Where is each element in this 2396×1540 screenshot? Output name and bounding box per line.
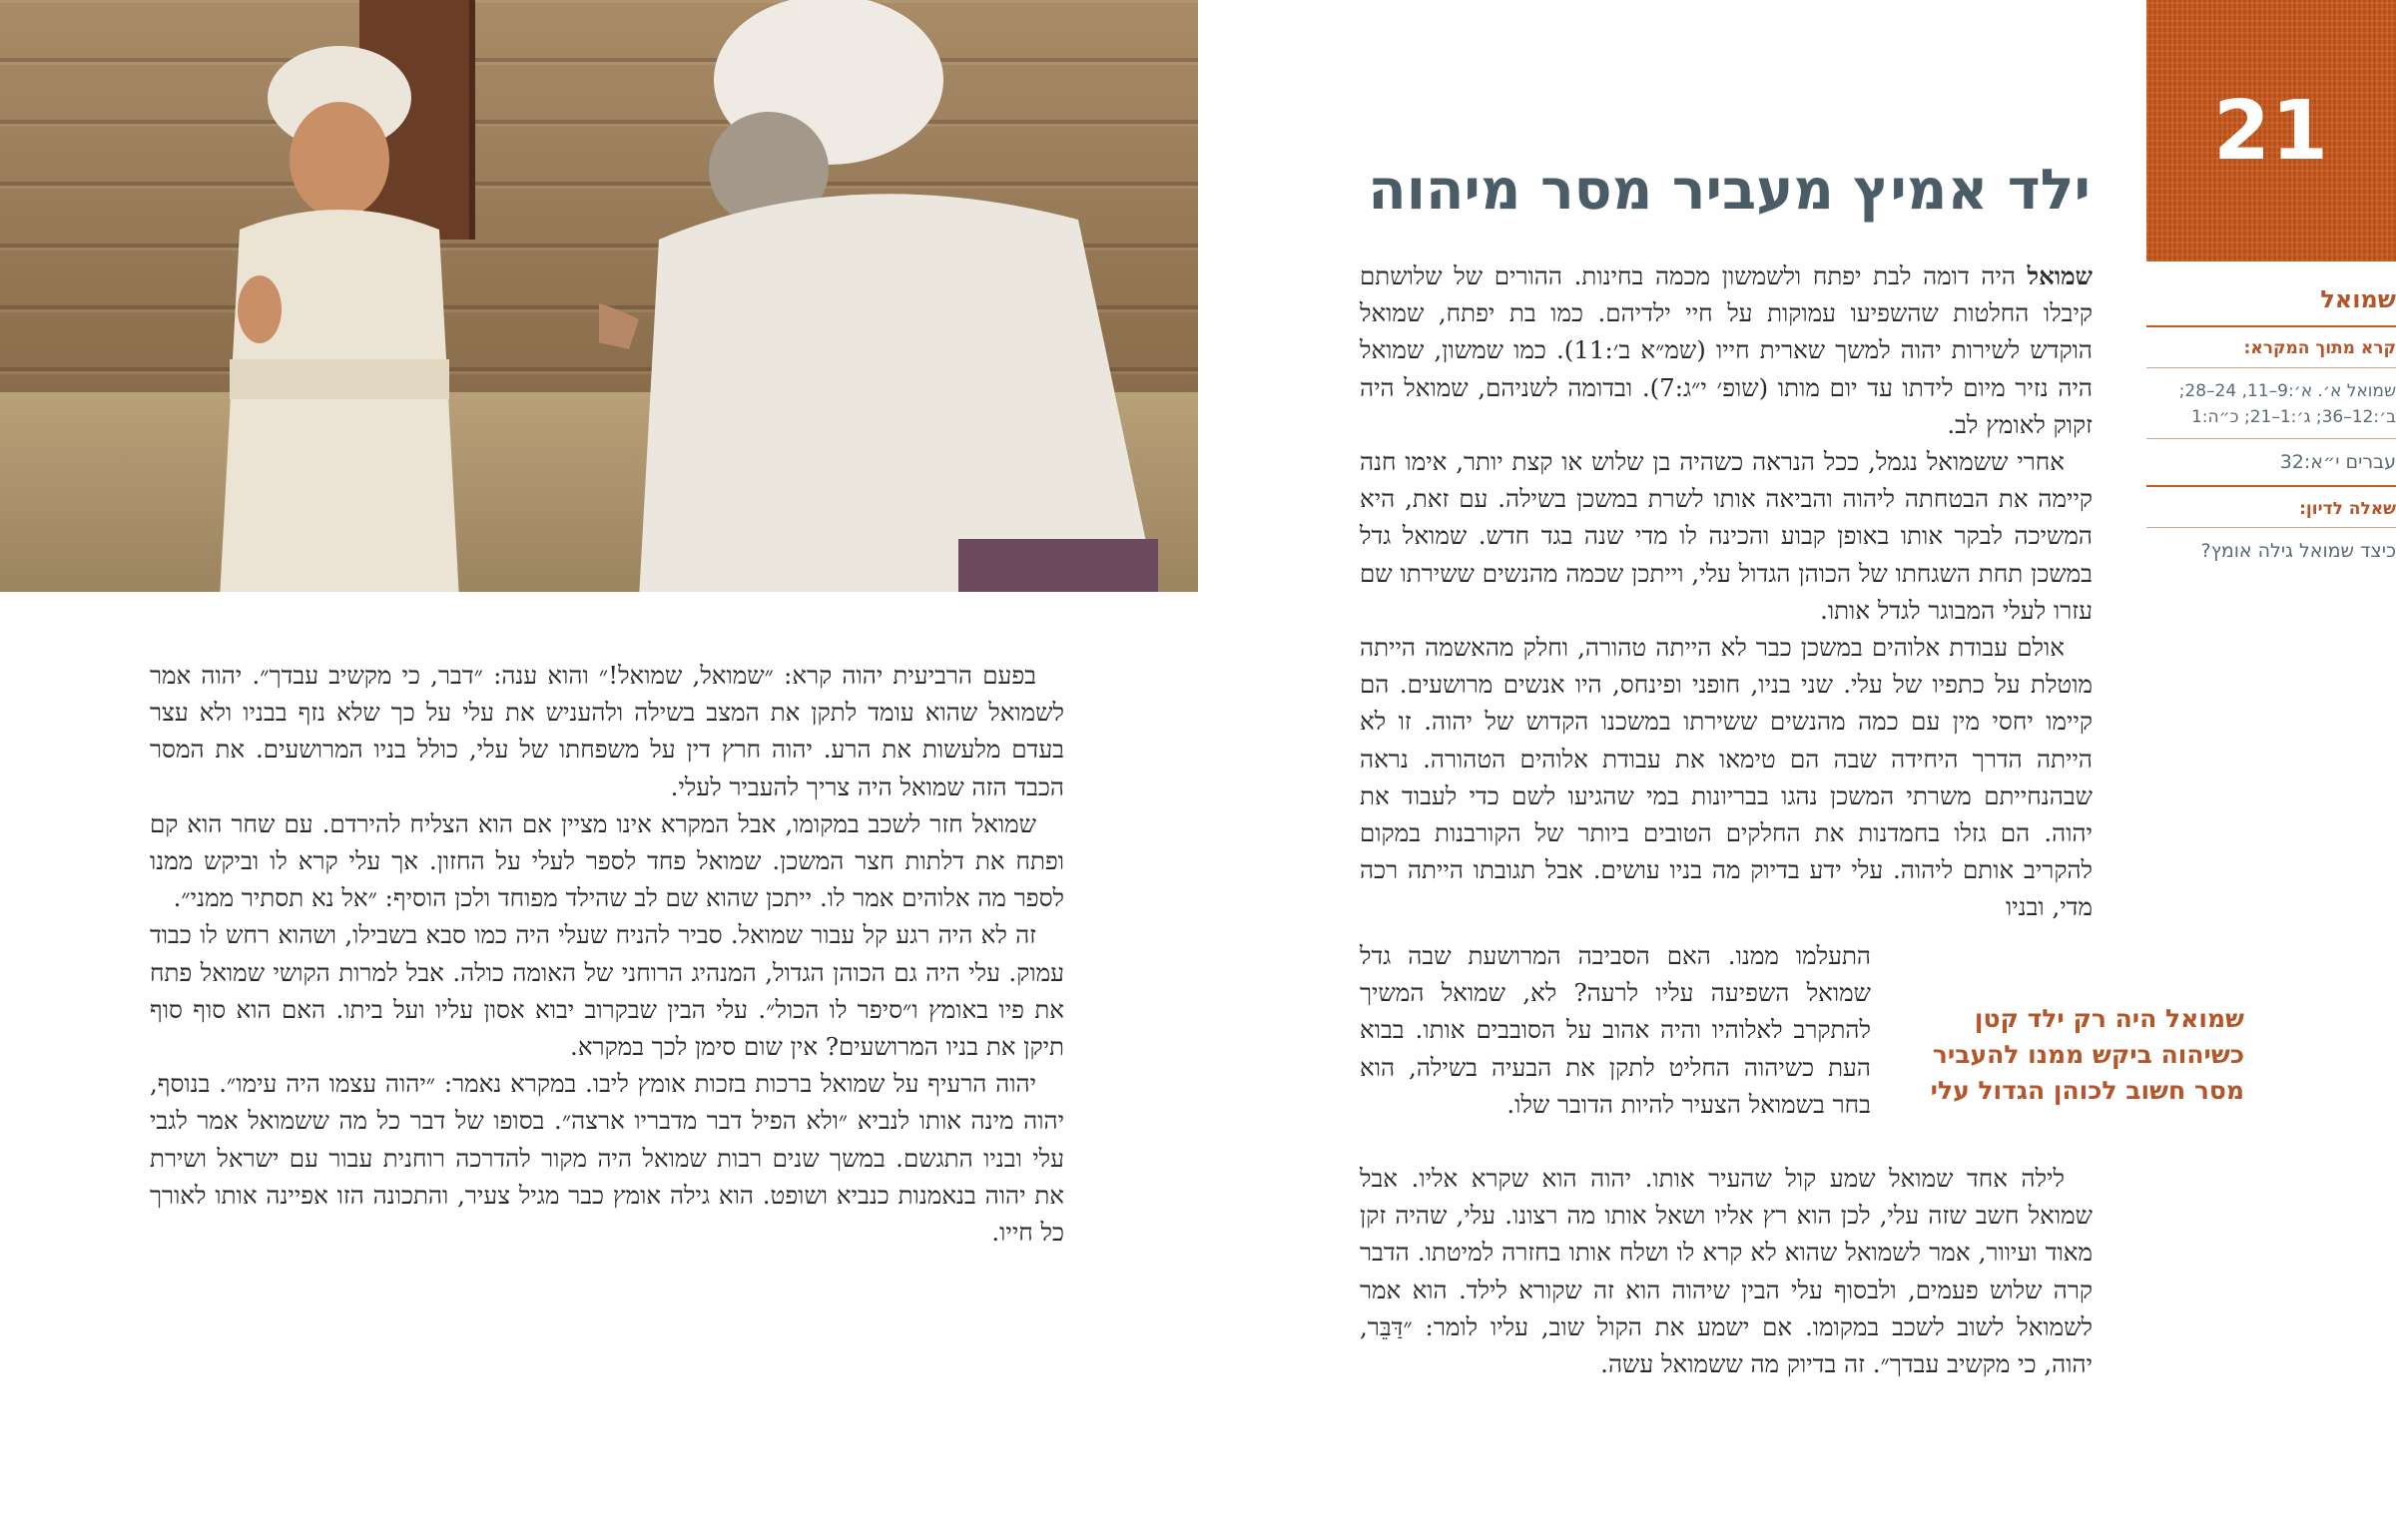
paragraph — [1360, 257, 2093, 443]
paragraph: אולם עבודת אלוהים במשכן כבר לא הייתה טהורה, וחלק מהאשמה הייתה מוטלת על כתפיו של עלי. שני בניו, חופני ופינחס, היו אנשים מרושעים. הם קיימו יחסי מין עם כמה מהנשים ששירתו במשכנו הקדוש של יהוה. זו לא הייתה הדרך היחידה שבה הם טימאו את עבודת אלוהים הטהורה. נראה שבהנחייתם משרתי המשכן נהגו בבריונות במי שהגיעו לשם כדי לעבוד את יהוה. הם גזלו בחמדנות את החלקים הטובים ביותר של הקורבנות במקום להקריב אותם ליהוה. עלי ידע בדיוק מה בניו עושים. אבל תגובתו הייתה רכה מדי, ובניו — [1360, 633, 2093, 922]
chapter-tab — [2146, 0, 2396, 261]
eli-figure — [599, 0, 1158, 592]
paragraph-text: היה דומה לבת יפתח ולשמשון מכמה בחינות. ההורים של שלושתם קיבלו החלטות שהשפיעו עמוקות על חיי ילדיהם. כמו בת יפתח, שמואל הוקדש לשירות יהוה למשך שארית חייו (שמ״א ב׳:11). כמו שמשון, שמואל היה נזיר מיום לידתו עד יום מותו (שופ׳ י״ג:7). ובדומה לשניהם, שמואל היה זקוק לאומץ לב. — [1360, 261, 2094, 439]
sidebar-scripture-refs-2: עברים י״א:32 — [2146, 439, 2396, 487]
right-column-wrap — [1360, 937, 1871, 1123]
paragraph: בפעם הרביעית יהוה קרא: ״שמואל, שמואל!״ והוא ענה: ״דבר, כי מקשיב עבדך״. יהוה אמר לשמואל שהוא עומד לתקן את המצב בשילה ולהעניש את עלי על כך שלא נזף בבניו ולא עצר בעדם מלעשות את הרע. יהוה חרץ דין על משפחתו של עלי, כולל בניו המרושעים. את המסר הכבד הזה שמואל היה צריך להעביר לעלי. — [150, 661, 1064, 801]
paragraph: אחרי ששמואל נגמל, ככל הנראה כשהיה בן שלוש או קצת יותר, אימו חנה קיימה את הבטחתה ליהוה והביאה אותו לשרת במשכן בשילה. עם זאת, היא המשיכה לבקר אותו באופן קבוע והכינה לו מדי שנה בגד חדש. שמואל גדל במשכן תחת השגחתו של הכוהן הגדול עלי, וייתכן שכמה מהנשים ששירתו שם עזרו לעלי המבוגר לגדל אותו. — [1360, 447, 2093, 625]
sidebar-question-label: שאלה לדיון: — [2146, 487, 2396, 528]
boy-figure — [200, 40, 479, 592]
illustration-samuel-and-eli — [0, 0, 1198, 592]
left-column — [150, 657, 1064, 1251]
sidebar-read-label: קרא מתוך המקרא: — [2146, 327, 2396, 368]
right-column-top — [1360, 257, 2093, 926]
sidebar-subject: שמואל — [2146, 285, 2396, 327]
chapter-number: 21 — [2212, 83, 2330, 179]
paragraph: לילה אחד שמואל שמע קול שהעיר אותו. יהוה הוא שקרא אליו. אבל שמואל חשב שזה עלי, לכן הוא רץ אליו ושאל אותו מה רצונו. עלי, שהיה זקן מאוד ועיוור, אמר לשמואל שהוא לא קרא לו ושלח אותו בחזרה למיטתו. הדבר קרה שלוש פעמים, ולבסוף עלי הבין שיהוה הוא זה שקורא לילד. הוא אמר לשמואל לשוב לשכב במקומו. אם ישמע את הקול שוב, עליו לומר: ״דַּבֵּר, יהוה, כי מקשיב עבדך״. זה בדיוק מה ששמואל עשה. — [1360, 1164, 2093, 1379]
paragraph: התעלמו ממנו. האם הסביבה המרושעת שבה גדל שמואל השפיעה עליו לרעה? לא, שמואל המשיך להתקרב לאלוהיו והיה אהוב על הסובבים אותו. בבוא העת כשיהוה החליט לתקן את הבעיה בשילה, הוא בחר בשמואל הצעיר להיות הדובר שלו. — [1360, 941, 1871, 1119]
lead-word: שמואל — [2027, 261, 2093, 290]
chapter-title: ילד אמיץ מעביר מסר מיהוה — [1368, 158, 2091, 223]
paragraph: זה לא היה רגע קל עבור שמואל. סביר להניח שעלי היה כמו סבא בשבילו, ושהוא רחש לו כבוד עמוק. עלי היה גם הכוהן הגדול, המנהיג הרוחני של האומה כולה. אבל למרות הקושי שמואל פתח את פיו באומץ ו״סיפר לו הכול״. עלי הבין שבקרוב יבוא אסון עליו ועל ביתו. האם הוא סוף סוף תיקן את בניו המרושעים? אין שום סימן לכך במקרא. — [150, 920, 1064, 1062]
paragraph: שמואל חזר לשכב במקומו, אבל המקרא אינו מציין אם הוא הצליח להירדם. עם שחר הוא קם ופתח את דלתות חצר המשכן. שמואל פחד לספר לעלי על החזון. אך עלי קרא לו וביקש ממנו לספר מה אלוהים אמר לו. ייתכן שהוא שם לב שהילד מפוחד ולכן הוסיף: ״אל נא תסתיר ממני״. — [150, 808, 1064, 913]
pull-quote: שמואל היה רק ילד קטן כשיהוה ביקש ממנו להעביר מסר חשוב לכוהן הגדול עלי — [1930, 1004, 2244, 1105]
sidebar-question: כיצד שמואל גילה אומץ? — [2200, 540, 2396, 562]
paragraph: יהוה הרעיף על שמואל ברכות בזכות אומץ ליבו. במקרא נאמר: ״יהוה עצמו היה עימו״. בנוסף, יהוה מינה אותו לנביא ״ולא הפיל דבר מדבריו ארצה״. בסופו של דבר כל מה ששמואל אמר לגבי עלי ובניו התגשם. במשך שנים רבות שמואל היה מקור להדרכה רוחנית עבור עם ישראל ושירת את יהוה בנאמנות כנביא ושופט. הוא גילה אומץ כבר מגיל צעיר, והתכונה הזו אפיינה אותו לאורך כל חייו. — [150, 1069, 1064, 1248]
right-column-bottom — [1360, 1160, 2093, 1382]
sidebar — [2146, 285, 2396, 564]
sidebar-scripture-refs: שמואל א׳. א׳:9–11, 24–28; ב׳:12–36; ג׳:1–21; כ״ה:1 — [2146, 368, 2396, 439]
